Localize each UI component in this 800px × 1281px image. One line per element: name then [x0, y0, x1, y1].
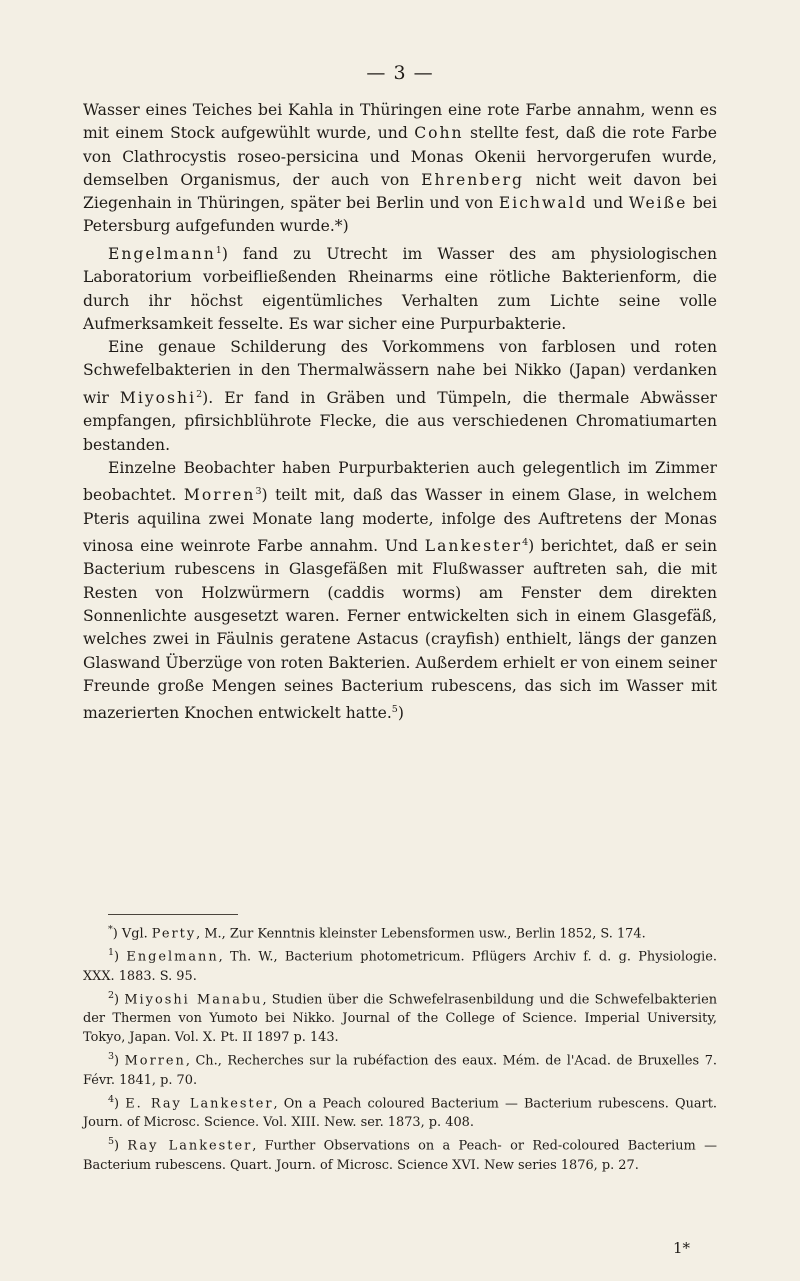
paragraph: [83, 457, 717, 726]
page-number: — 3 —: [366, 62, 434, 84]
footnote-reference: 3: [255, 486, 262, 498]
text-run: , M., Zur Kenntnis kleinster Lebensformen usw., Berlin 1852, S. 174.: [196, 926, 646, 942]
footnote: [83, 1090, 717, 1132]
author-name: Morren: [124, 1053, 186, 1069]
author-name: Engelmann: [108, 244, 216, 263]
text-run: stellte fest, daß die rote Farbe von Clathrocystis roseo-persicina und Monas Okenii hervorgerufen wurde, demselben Organismus, der auch von: [83, 124, 717, 189]
signature-mark: 1*: [673, 1239, 691, 1257]
author-name: Cohn: [414, 124, 464, 143]
footnote-mark-paren: ): [114, 1138, 128, 1154]
text-run: , Studien über die Schwefelrasenbildung und die Schwefelbakterien der Thermen von Yumoto bei Nikko. Journal of the College of Science. Imperial University, Tokyo, Japan. Vol. X. Pt. II 1897 p. 143.: [83, 992, 717, 1046]
footnote: [83, 986, 717, 1048]
paragraph: [83, 99, 717, 239]
paragraph: [83, 239, 717, 336]
footnote-reference: 1: [215, 244, 222, 256]
author-name: Morren: [183, 486, 256, 505]
text-run: und: [587, 194, 629, 213]
text-run: Vgl.: [121, 926, 152, 942]
author-name: Engelmann: [126, 949, 219, 965]
text-run: , Ch., Recherches sur la rubéfaction des eaux. Mém. de l'Acad. de Bruxelles 7. Févr. 1841, p. 70.: [83, 1053, 717, 1088]
author-name: Miyoshi Manabu: [124, 992, 263, 1008]
footnote-mark: 1: [108, 947, 115, 959]
text-run: Wasser eines Teiches bei Kahla in Thüringen eine rote Farbe annahm, wenn es mit einem Stock aufgewühlt wurde, und: [83, 101, 717, 143]
text-run: , On a Peach coloured Bacterium — Bacterium rubescens. Quart. Journ. of Microsc. Science. Vol. XIII. New. ser. 1873, p. 408.: [83, 1096, 717, 1131]
footnote-mark-paren: ): [114, 992, 125, 1008]
footnotes: [83, 920, 717, 1175]
author-name: Ehrenberg: [421, 170, 524, 189]
author-name: Eichwald: [498, 194, 588, 213]
text-run: ) fand zu Utrecht im Wasser des am physiologischen Laboratorium vorbeifließenden Rheinarms eine rötliche Bakterienform, die durch ihr höchst eigentümliches Verhalten zum Lichte seine volle Aufmerksamkeit fesselte. Es war sicher eine Purpurbakterie.: [83, 244, 717, 333]
footnote-mark-paren: ): [114, 949, 127, 965]
author-name: Ray Lankester: [127, 1138, 253, 1154]
footnote-mark-paren: ): [114, 1053, 125, 1069]
footnote-mark: 4: [108, 1093, 115, 1105]
footnote-mark: 2: [108, 989, 115, 1001]
footnote-reference: 4: [522, 536, 529, 548]
footnote: [83, 1047, 717, 1089]
text-run: , Th. W., Bacterium photometricum. Pflügers Archiv f. d. g. Physiologie. XXX. 1883. S. 95.: [83, 949, 717, 984]
footnote-reference: 5: [391, 704, 398, 716]
footnote: [83, 920, 717, 943]
author-name: Lankester: [424, 537, 523, 556]
author-name: Weiße: [628, 194, 688, 213]
text-run: ). Er fand in Gräben und Tümpeln, die thermale Abwässer empfangen, pfirsichblührote Flecke, die aus verschiedenen Chromatiumarten bestanden.: [83, 388, 717, 454]
text-run: nicht weit davon bei Ziegenhain in Thüringen, später bei Berlin und von: [83, 170, 717, 213]
footnote: [83, 1132, 717, 1174]
text-run: ) berichtet, daß er sein Bacterium rubescens in Glasgefäßen mit Flußwasser auftreten sah, die mit Resten von Holzwürmern (caddis worms) am Fenster dem direkten Sonnenlichte ausgesetzt waren. Ferner entwickelten sich in einem Glasgefäß, welches zwei in Fäulnis geratene Astacus (crayfish) enthielt, längs der ganzen Glaswand Überzüge von roten Bakterien. Außerdem erhielt er von einem seiner Freunde große Mengen seines Bacterium rubescens, das sich im Wasser mit mazerierten Knochen entwickelt hatte.: [83, 537, 717, 723]
footnote: [83, 943, 717, 985]
author-name: E. Ray Lankester: [125, 1096, 274, 1112]
footnote-mark: *: [108, 924, 113, 935]
author-name: Perty: [151, 926, 197, 942]
text-run: , Further Observations on a Peach- or Red-coloured Bacterium — Bacterium rubescens. Quart. Journ. of Microsc. Science XVI. New series 1876, p. 27.: [83, 1138, 717, 1173]
footnote-mark-paren: ): [112, 926, 122, 942]
footnote-reference: 2: [196, 388, 203, 400]
text-run: Einzelne Beobachter haben Purpurbakterien auch gelegentlich im Zimmer beobachtet.: [83, 458, 717, 505]
author-name: Miyoshi: [119, 388, 197, 407]
body-text: [83, 99, 717, 726]
footnote-mark: 3: [108, 1051, 115, 1063]
footnote-divider: [108, 914, 238, 915]
footnote-mark-paren: ): [114, 1096, 126, 1112]
paragraph: [83, 336, 717, 457]
text-run: ) teilt mit, daß das Wasser in einem Glase, in welchem Pteris aquilina zwei Monate lang moderte, infolge des Auftretens der Monas vinosa eine weinrote Farbe annahm. Und: [83, 486, 717, 556]
text-run: ): [397, 704, 404, 723]
text-run: bei Petersburg aufgefunden wurde.*): [83, 194, 718, 236]
text-run: Eine genaue Schilderung des Vorkommens von farblosen und roten Schwefelbakterien in den Thermalwässern nahe bei Nikko (Japan) verdanken wir: [83, 338, 717, 407]
footnote-mark: 5: [108, 1136, 115, 1148]
